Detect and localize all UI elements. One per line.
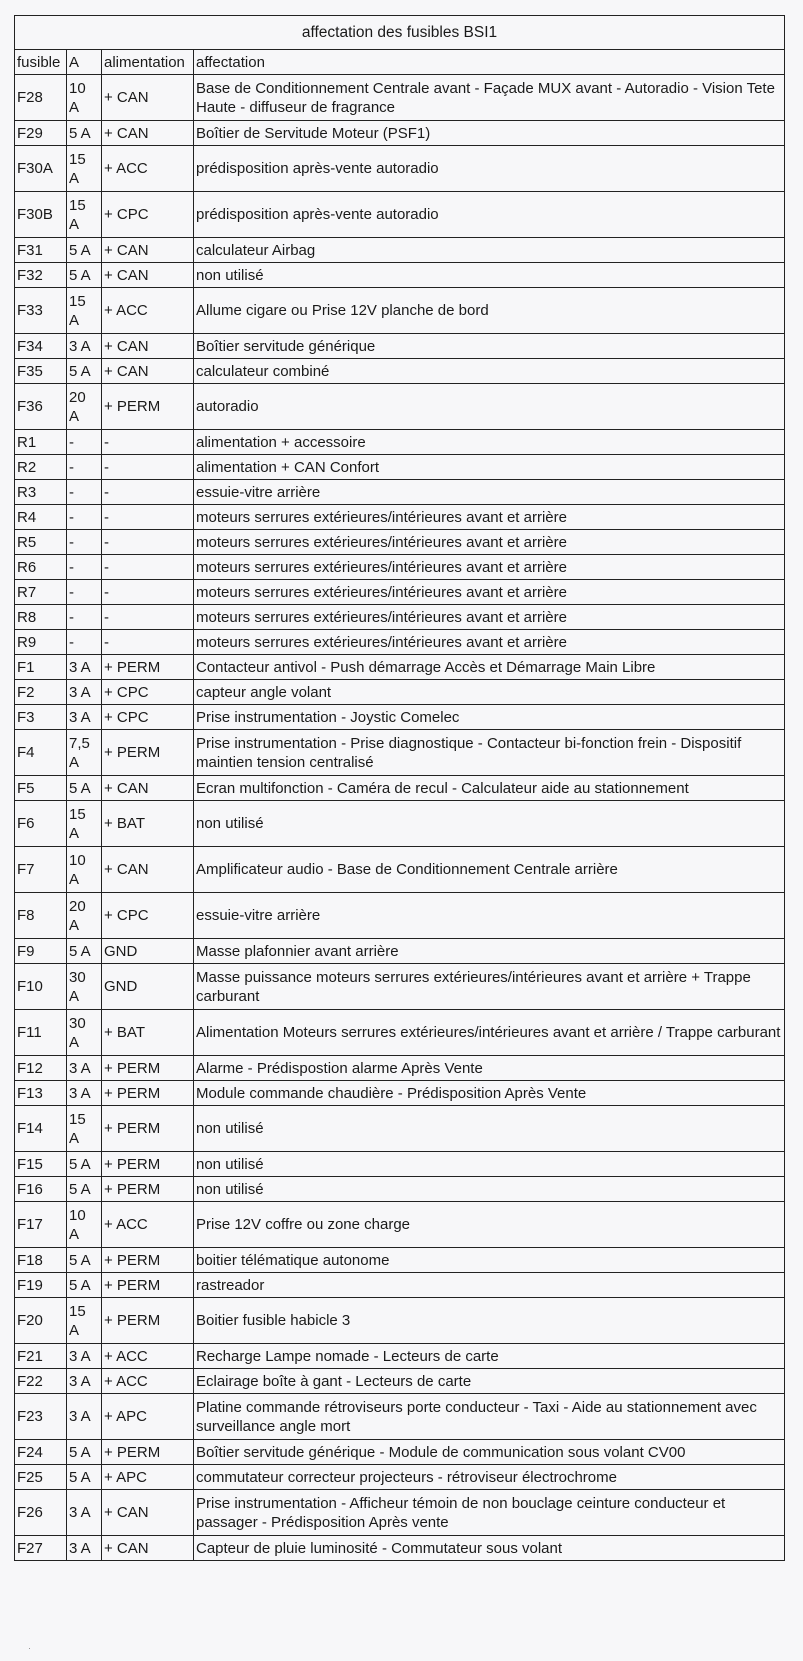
power-supply-cell: - bbox=[102, 555, 194, 580]
fuse-id-cell: F8 bbox=[15, 893, 67, 939]
table-row bbox=[15, 505, 785, 530]
amperage-cell: 3 A bbox=[67, 1081, 102, 1106]
fuse-id-cell: F10 bbox=[15, 964, 67, 1010]
power-supply-cell: - bbox=[102, 530, 194, 555]
assignment-cell: Boîtier servitude générique bbox=[194, 334, 785, 359]
table-row bbox=[15, 263, 785, 288]
power-supply-cell: - bbox=[102, 455, 194, 480]
fuse-id-cell: F15 bbox=[15, 1152, 67, 1177]
fuse-id-cell: F27 bbox=[15, 1536, 67, 1561]
amperage-cell: 5 A bbox=[67, 939, 102, 964]
amperage-cell: - bbox=[67, 455, 102, 480]
table-row bbox=[15, 605, 785, 630]
amperage-cell: 15 A bbox=[67, 801, 102, 847]
fuse-id-cell: F21 bbox=[15, 1344, 67, 1369]
fuse-sheet bbox=[14, 15, 784, 1561]
assignment-cell: Prise instrumentation - Joystic Comelec bbox=[194, 705, 785, 730]
assignment-cell: Ecran multifonction - Caméra de recul - Calculateur aide au stationnement bbox=[194, 776, 785, 801]
fuse-id-cell: F33 bbox=[15, 288, 67, 334]
power-supply-cell: + PERM bbox=[102, 1440, 194, 1465]
fuse-id-cell: F13 bbox=[15, 1081, 67, 1106]
table-row bbox=[15, 1344, 785, 1369]
power-supply-cell: + APC bbox=[102, 1465, 194, 1490]
table-row bbox=[15, 1010, 785, 1056]
power-supply-cell: + PERM bbox=[102, 1152, 194, 1177]
amperage-cell: 5 A bbox=[67, 1440, 102, 1465]
amperage-cell: 3 A bbox=[67, 1369, 102, 1394]
amperage-cell: 7,5 A bbox=[67, 730, 102, 776]
fuse-id-cell: F14 bbox=[15, 1106, 67, 1152]
power-supply-cell: - bbox=[102, 505, 194, 530]
table-row bbox=[15, 555, 785, 580]
amperage-cell: 5 A bbox=[67, 1177, 102, 1202]
amperage-cell: 15 A bbox=[67, 1106, 102, 1152]
table-row bbox=[15, 1202, 785, 1248]
fuse-id-cell: F35 bbox=[15, 359, 67, 384]
table-row bbox=[15, 1465, 785, 1490]
fuse-id-cell: F1 bbox=[15, 655, 67, 680]
assignment-cell: Boîtier servitude générique - Module de communication sous volant CV00 bbox=[194, 1440, 785, 1465]
amperage-cell: - bbox=[67, 480, 102, 505]
table-row bbox=[15, 776, 785, 801]
amperage-cell: 5 A bbox=[67, 1152, 102, 1177]
header-row bbox=[15, 50, 785, 75]
power-supply-cell: + CAN bbox=[102, 1490, 194, 1536]
power-supply-cell: + CAN bbox=[102, 121, 194, 146]
power-supply-cell: + CAN bbox=[102, 847, 194, 893]
table-row bbox=[15, 1273, 785, 1298]
assignment-cell: essuie-vitre arrière bbox=[194, 893, 785, 939]
title-row bbox=[15, 16, 785, 50]
table-row bbox=[15, 192, 785, 238]
amperage-cell: - bbox=[67, 555, 102, 580]
table-row bbox=[15, 238, 785, 263]
power-supply-cell: + PERM bbox=[102, 1106, 194, 1152]
assignment-cell: Prise instrumentation - Afficheur témoin de non bouclage ceinture conducteur et passager - Prédisposition Après vente bbox=[194, 1490, 785, 1536]
assignment-cell: Eclairage boîte à gant - Lecteurs de carte bbox=[194, 1369, 785, 1394]
assignment-cell: boitier télématique autonome bbox=[194, 1248, 785, 1273]
power-supply-cell: + ACC bbox=[102, 1369, 194, 1394]
table-row bbox=[15, 655, 785, 680]
amperage-cell: - bbox=[67, 505, 102, 530]
assignment-cell: non utilisé bbox=[194, 1177, 785, 1202]
power-supply-cell: - bbox=[102, 630, 194, 655]
power-supply-cell: + PERM bbox=[102, 1081, 194, 1106]
fuse-id-cell: F9 bbox=[15, 939, 67, 964]
amperage-cell: 5 A bbox=[67, 263, 102, 288]
amperage-cell: 10 A bbox=[67, 75, 102, 121]
fuse-id-cell: R6 bbox=[15, 555, 67, 580]
power-supply-cell: + CAN bbox=[102, 776, 194, 801]
fuse-id-cell: R4 bbox=[15, 505, 67, 530]
power-supply-cell: + CPC bbox=[102, 705, 194, 730]
table-row bbox=[15, 1490, 785, 1536]
fuse-id-cell: F31 bbox=[15, 238, 67, 263]
power-supply-cell: + CAN bbox=[102, 75, 194, 121]
power-supply-cell: + CPC bbox=[102, 680, 194, 705]
amperage-cell: 5 A bbox=[67, 776, 102, 801]
amperage-cell: 3 A bbox=[67, 1056, 102, 1081]
fuse-id-cell: F16 bbox=[15, 1177, 67, 1202]
amperage-cell: - bbox=[67, 630, 102, 655]
header-affectation: affectation bbox=[194, 50, 785, 75]
amperage-cell: 3 A bbox=[67, 1536, 102, 1561]
amperage-cell: - bbox=[67, 430, 102, 455]
power-supply-cell: + CAN bbox=[102, 1536, 194, 1561]
table-row bbox=[15, 847, 785, 893]
amperage-cell: 15 A bbox=[67, 146, 102, 192]
power-supply-cell: - bbox=[102, 430, 194, 455]
assignment-cell: Platine commande rétroviseurs porte conducteur - Taxi - Aide au stationnement avec surveillance angle mort bbox=[194, 1394, 785, 1440]
table-row bbox=[15, 334, 785, 359]
power-supply-cell: + PERM bbox=[102, 730, 194, 776]
power-supply-cell: + PERM bbox=[102, 384, 194, 430]
assignment-cell: Alimentation Moteurs serrures extérieures/intérieures avant et arrière / Trappe carburant bbox=[194, 1010, 785, 1056]
table-row bbox=[15, 146, 785, 192]
table-row bbox=[15, 893, 785, 939]
fuse-id-cell: R8 bbox=[15, 605, 67, 630]
power-supply-cell: + ACC bbox=[102, 146, 194, 192]
amperage-cell: 3 A bbox=[67, 1490, 102, 1536]
table-row bbox=[15, 1248, 785, 1273]
power-supply-cell: + ACC bbox=[102, 1202, 194, 1248]
power-supply-cell: + PERM bbox=[102, 1248, 194, 1273]
power-supply-cell: + PERM bbox=[102, 1298, 194, 1344]
power-supply-cell: + CPC bbox=[102, 192, 194, 238]
assignment-cell: Recharge Lampe nomade - Lecteurs de carte bbox=[194, 1344, 785, 1369]
assignment-cell: autoradio bbox=[194, 384, 785, 430]
fuse-id-cell: F2 bbox=[15, 680, 67, 705]
table-row bbox=[15, 480, 785, 505]
assignment-cell: alimentation + CAN Confort bbox=[194, 455, 785, 480]
table-row bbox=[15, 1081, 785, 1106]
fuse-id-cell: R9 bbox=[15, 630, 67, 655]
power-supply-cell: + PERM bbox=[102, 655, 194, 680]
amperage-cell: 5 A bbox=[67, 238, 102, 263]
amperage-cell: 5 A bbox=[67, 1465, 102, 1490]
amperage-cell: 15 A bbox=[67, 192, 102, 238]
amperage-cell: 5 A bbox=[67, 121, 102, 146]
header-amperage: A bbox=[67, 50, 102, 75]
table-row bbox=[15, 1440, 785, 1465]
fuse-id-cell: R2 bbox=[15, 455, 67, 480]
fuse-id-cell: F11 bbox=[15, 1010, 67, 1056]
fuse-id-cell: F12 bbox=[15, 1056, 67, 1081]
power-supply-cell: + APC bbox=[102, 1394, 194, 1440]
table-row bbox=[15, 430, 785, 455]
fuse-id-cell: R3 bbox=[15, 480, 67, 505]
assignment-cell: calculateur Airbag bbox=[194, 238, 785, 263]
fuse-id-cell: F30B bbox=[15, 192, 67, 238]
assignment-cell: Amplificateur audio - Base de Conditionnement Centrale arrière bbox=[194, 847, 785, 893]
power-supply-cell: - bbox=[102, 605, 194, 630]
amperage-cell: - bbox=[67, 580, 102, 605]
fuse-id-cell: F30A bbox=[15, 146, 67, 192]
amperage-cell: 10 A bbox=[67, 1202, 102, 1248]
assignment-cell: moteurs serrures extérieures/intérieures avant et arrière bbox=[194, 605, 785, 630]
fuse-id-cell: F17 bbox=[15, 1202, 67, 1248]
amperage-cell: - bbox=[67, 530, 102, 555]
fuse-rows bbox=[15, 75, 785, 1561]
amperage-cell: 3 A bbox=[67, 705, 102, 730]
table-row bbox=[15, 1056, 785, 1081]
scan-speck: · bbox=[28, 1643, 31, 1653]
power-supply-cell: + ACC bbox=[102, 288, 194, 334]
fuse-id-cell: F25 bbox=[15, 1465, 67, 1490]
fuse-id-cell: F32 bbox=[15, 263, 67, 288]
table-row bbox=[15, 680, 785, 705]
power-supply-cell: + CAN bbox=[102, 359, 194, 384]
assignment-cell: prédisposition après-vente autoradio bbox=[194, 146, 785, 192]
amperage-cell: 3 A bbox=[67, 1344, 102, 1369]
assignment-cell: Prise instrumentation - Prise diagnostique - Contacteur bi-fonction frein - Dispositif maintien tension centralisé bbox=[194, 730, 785, 776]
table-row bbox=[15, 384, 785, 430]
power-supply-cell: + CPC bbox=[102, 893, 194, 939]
table-row bbox=[15, 75, 785, 121]
assignment-cell: essuie-vitre arrière bbox=[194, 480, 785, 505]
assignment-cell: moteurs serrures extérieures/intérieures avant et arrière bbox=[194, 630, 785, 655]
power-supply-cell: + CAN bbox=[102, 334, 194, 359]
fuse-id-cell: F36 bbox=[15, 384, 67, 430]
table-row bbox=[15, 801, 785, 847]
table-row bbox=[15, 530, 785, 555]
power-supply-cell: - bbox=[102, 580, 194, 605]
power-supply-cell: + PERM bbox=[102, 1177, 194, 1202]
amperage-cell: 5 A bbox=[67, 359, 102, 384]
table-row bbox=[15, 1106, 785, 1152]
assignment-cell: alimentation + accessoire bbox=[194, 430, 785, 455]
assignment-cell: Capteur de pluie luminosité - Commutateur sous volant bbox=[194, 1536, 785, 1561]
power-supply-cell: + CAN bbox=[102, 263, 194, 288]
amperage-cell: 20 A bbox=[67, 384, 102, 430]
assignment-cell: commutateur correcteur projecteurs - rétroviseur électrochrome bbox=[194, 1465, 785, 1490]
assignment-cell: Masse puissance moteurs serrures extérieures/intérieures avant et arrière + Trappe carburant bbox=[194, 964, 785, 1010]
power-supply-cell: + PERM bbox=[102, 1056, 194, 1081]
power-supply-cell: - bbox=[102, 480, 194, 505]
power-supply-cell: GND bbox=[102, 964, 194, 1010]
fuse-id-cell: F28 bbox=[15, 75, 67, 121]
assignment-cell: non utilisé bbox=[194, 1152, 785, 1177]
table-row bbox=[15, 939, 785, 964]
header-alimentation: alimentation bbox=[102, 50, 194, 75]
table-row bbox=[15, 1177, 785, 1202]
amperage-cell: 5 A bbox=[67, 1273, 102, 1298]
fuse-id-cell: F22 bbox=[15, 1369, 67, 1394]
fuse-id-cell: R7 bbox=[15, 580, 67, 605]
fuse-id-cell: F24 bbox=[15, 1440, 67, 1465]
fuse-table bbox=[14, 15, 785, 1561]
fuse-id-cell: F26 bbox=[15, 1490, 67, 1536]
fuse-id-cell: F7 bbox=[15, 847, 67, 893]
assignment-cell: Contacteur antivol - Push démarrage Accès et Démarrage Main Libre bbox=[194, 655, 785, 680]
fuse-id-cell: F5 bbox=[15, 776, 67, 801]
table-row bbox=[15, 630, 785, 655]
table-row bbox=[15, 964, 785, 1010]
assignment-cell: moteurs serrures extérieures/intérieures avant et arrière bbox=[194, 555, 785, 580]
amperage-cell: 5 A bbox=[67, 1248, 102, 1273]
assignment-cell: moteurs serrures extérieures/intérieures avant et arrière bbox=[194, 580, 785, 605]
table-row bbox=[15, 1536, 785, 1561]
assignment-cell: non utilisé bbox=[194, 801, 785, 847]
amperage-cell: 3 A bbox=[67, 655, 102, 680]
table-row bbox=[15, 580, 785, 605]
table-row bbox=[15, 1298, 785, 1344]
amperage-cell: 3 A bbox=[67, 680, 102, 705]
amperage-cell: 15 A bbox=[67, 1298, 102, 1344]
assignment-cell: Boîtier de Servitude Moteur (PSF1) bbox=[194, 121, 785, 146]
fuse-id-cell: R1 bbox=[15, 430, 67, 455]
table-row bbox=[15, 121, 785, 146]
table-row bbox=[15, 288, 785, 334]
power-supply-cell: GND bbox=[102, 939, 194, 964]
amperage-cell: 3 A bbox=[67, 334, 102, 359]
table-row bbox=[15, 730, 785, 776]
table-row bbox=[15, 705, 785, 730]
table-row bbox=[15, 1394, 785, 1440]
assignment-cell: Masse plafonnier avant arrière bbox=[194, 939, 785, 964]
table-row bbox=[15, 455, 785, 480]
assignment-cell: Prise 12V coffre ou zone charge bbox=[194, 1202, 785, 1248]
assignment-cell: moteurs serrures extérieures/intérieures avant et arrière bbox=[194, 505, 785, 530]
table-row bbox=[15, 359, 785, 384]
assignment-cell: non utilisé bbox=[194, 263, 785, 288]
table-title: affectation des fusibles BSI1 bbox=[15, 16, 785, 50]
assignment-cell: calculateur combiné bbox=[194, 359, 785, 384]
assignment-cell: non utilisé bbox=[194, 1106, 785, 1152]
amperage-cell: 10 A bbox=[67, 847, 102, 893]
fuse-id-cell: F34 bbox=[15, 334, 67, 359]
assignment-cell: capteur angle volant bbox=[194, 680, 785, 705]
amperage-cell: 30 A bbox=[67, 964, 102, 1010]
power-supply-cell: + BAT bbox=[102, 1010, 194, 1056]
amperage-cell: 15 A bbox=[67, 288, 102, 334]
power-supply-cell: + PERM bbox=[102, 1273, 194, 1298]
fuse-id-cell: R5 bbox=[15, 530, 67, 555]
header-fusible: fusible bbox=[15, 50, 67, 75]
fuse-id-cell: F19 bbox=[15, 1273, 67, 1298]
assignment-cell: Base de Conditionnement Centrale avant - Façade MUX avant - Autoradio - Vision Tete Haute - diffuseur de fragrance bbox=[194, 75, 785, 121]
fuse-id-cell: F29 bbox=[15, 121, 67, 146]
assignment-cell: prédisposition après-vente autoradio bbox=[194, 192, 785, 238]
table-row bbox=[15, 1369, 785, 1394]
fuse-id-cell: F20 bbox=[15, 1298, 67, 1344]
assignment-cell: Boitier fusible habicle 3 bbox=[194, 1298, 785, 1344]
fuse-id-cell: F3 bbox=[15, 705, 67, 730]
assignment-cell: moteurs serrures extérieures/intérieures avant et arrière bbox=[194, 530, 785, 555]
power-supply-cell: + CAN bbox=[102, 238, 194, 263]
fuse-id-cell: F6 bbox=[15, 801, 67, 847]
amperage-cell: - bbox=[67, 605, 102, 630]
fuse-id-cell: F18 bbox=[15, 1248, 67, 1273]
assignment-cell: Allume cigare ou Prise 12V planche de bord bbox=[194, 288, 785, 334]
amperage-cell: 3 A bbox=[67, 1394, 102, 1440]
power-supply-cell: + ACC bbox=[102, 1344, 194, 1369]
power-supply-cell: + BAT bbox=[102, 801, 194, 847]
amperage-cell: 20 A bbox=[67, 893, 102, 939]
table-row bbox=[15, 1152, 785, 1177]
fuse-id-cell: F4 bbox=[15, 730, 67, 776]
amperage-cell: 30 A bbox=[67, 1010, 102, 1056]
assignment-cell: rastreador bbox=[194, 1273, 785, 1298]
assignment-cell: Alarme - Prédispostion alarme Après Vente bbox=[194, 1056, 785, 1081]
assignment-cell: Module commande chaudière - Prédisposition Après Vente bbox=[194, 1081, 785, 1106]
fuse-id-cell: F23 bbox=[15, 1394, 67, 1440]
